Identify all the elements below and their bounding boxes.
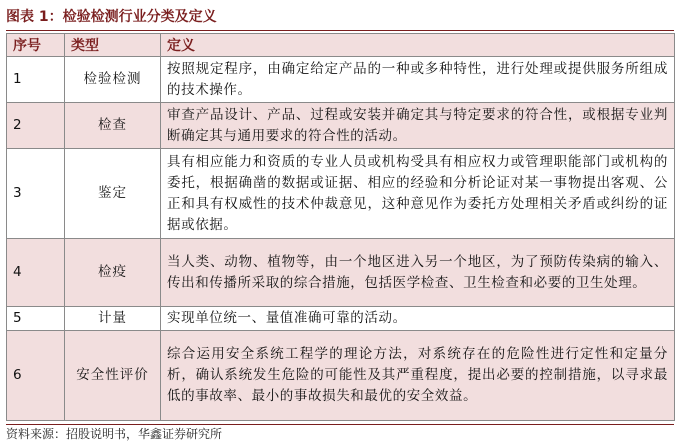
row-index: 4 xyxy=(7,239,65,307)
row-type: 检疫 xyxy=(65,239,161,307)
row-definition: 实现单位统一、量值准确可靠的活动。 xyxy=(161,307,675,331)
row-index: 6 xyxy=(7,331,65,421)
source-note: 资料来源：招股说明书，华鑫证券研究所 xyxy=(6,424,674,443)
row-index: 2 xyxy=(7,103,65,149)
table-row xyxy=(7,103,675,149)
header-definition: 定义 xyxy=(161,34,675,57)
row-index: 3 xyxy=(7,149,65,239)
table-row xyxy=(7,307,675,331)
row-index: 1 xyxy=(7,57,65,103)
row-definition: 具有相应能力和资质的专业人员或机构受具有相应权力或管理职能部门或机构的委托，根据确凿的数据或证据、相应的经验和分析论证对某一事物提出客观、公正和具有权威性的技术仲裁意见，这种意见作为委托方处理相关矛盾或纠纷的证据或依据。 xyxy=(161,149,675,239)
row-definition: 按照规定程序，由确定给定产品的一种或多种特性，进行处理或提供服务所组成的技术操作。 xyxy=(161,57,675,103)
header-index: 序号 xyxy=(7,34,65,57)
row-definition: 审查产品设计、产品、过程或安装并确定其与特定要求的符合性，或根据专业判断确定其与通用要求的符合性的活动。 xyxy=(161,103,675,149)
row-definition: 综合运用安全系统工程学的理论方法，对系统存在的危险性进行定性和定量分析，确认系统发生危险的可能性及其严重程度，提出必要的控制措施，以寻求最低的事故率、最小的事故损失和最优的安全效益。 xyxy=(161,331,675,421)
row-type: 鉴定 xyxy=(65,149,161,239)
row-type: 计量 xyxy=(65,307,161,331)
row-type: 安全性评价 xyxy=(65,331,161,421)
figure-title: 图表 1：检验检测行业分类及定义 xyxy=(6,6,674,31)
row-type: 检查 xyxy=(65,103,161,149)
table-row xyxy=(7,239,675,307)
row-index: 5 xyxy=(7,307,65,331)
row-definition: 当人类、动物、植物等，由一个地区进入另一个地区，为了预防传染病的输入、传出和传播所采取的综合措施，包括医学检查、卫生检查和必要的卫生处理。 xyxy=(161,239,675,307)
table-header-row xyxy=(7,34,675,57)
classification-table xyxy=(6,33,675,421)
table-row xyxy=(7,149,675,239)
table-row xyxy=(7,57,675,103)
table-row xyxy=(7,331,675,421)
header-type: 类型 xyxy=(65,34,161,57)
row-type: 检验检测 xyxy=(65,57,161,103)
